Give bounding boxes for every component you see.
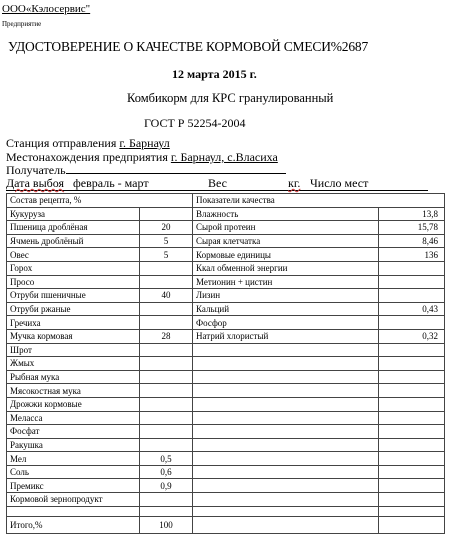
table-row — [7, 329, 445, 343]
total-row — [7, 516, 445, 533]
percent-cell — [140, 261, 193, 275]
ingredient-cell: Мясокостная мука — [7, 384, 140, 398]
ingredient-cell: Просо — [7, 275, 140, 289]
ingredient-cell: Мучка кормовая — [7, 329, 140, 343]
empty-cell — [193, 506, 379, 516]
indicator-value-cell: 15,78 — [379, 221, 445, 235]
indicator-cell — [193, 493, 379, 507]
composition-header: Состав рецепта, % — [7, 194, 193, 208]
percent-cell — [140, 370, 193, 384]
percent-cell — [140, 438, 193, 452]
table-row — [7, 289, 445, 303]
indicator-cell — [193, 357, 379, 371]
table-row — [7, 302, 445, 316]
total-label: Итого,% — [7, 516, 140, 533]
table-row — [7, 452, 445, 466]
ingredient-cell: Соль — [7, 465, 140, 479]
ingredient-cell: Премикс — [7, 479, 140, 493]
indicator-cell: Сырая клетчатка — [193, 234, 379, 248]
indicator-value-cell — [379, 438, 445, 452]
indicator-cell — [193, 343, 379, 357]
indicator-value-cell — [379, 357, 445, 371]
indicator-value-cell: 0,43 — [379, 302, 445, 316]
table-row — [7, 248, 445, 262]
indicator-cell: Лизин — [193, 289, 379, 303]
empty-cell — [7, 506, 140, 516]
indicator-cell — [193, 438, 379, 452]
ingredient-cell: Меласса — [7, 411, 140, 425]
percent-cell — [140, 357, 193, 371]
indicator-cell: Сырой протеин — [193, 221, 379, 235]
indicator-cell: Кормовые единицы — [193, 248, 379, 262]
table-row — [7, 411, 445, 425]
indicator-cell — [193, 370, 379, 384]
table-row — [7, 275, 445, 289]
table-row — [7, 316, 445, 330]
weight-label: Вес — [208, 176, 227, 190]
ingredient-cell: Кукуруза — [7, 207, 140, 221]
indicator-cell: Натрий хлористый — [193, 329, 379, 343]
ingredient-cell: Кормовой зернопродукт — [7, 493, 140, 507]
indicator-value-cell — [379, 397, 445, 411]
ingredient-cell: Отруби ржаные — [7, 302, 140, 316]
indicator-value-cell — [379, 411, 445, 425]
indicator-value-cell — [379, 343, 445, 357]
places-label: Число мест — [310, 176, 369, 190]
indicator-cell — [193, 465, 379, 479]
percent-cell: 28 — [140, 329, 193, 343]
indicator-cell — [193, 397, 379, 411]
percent-cell: 0,9 — [140, 479, 193, 493]
percent-cell — [140, 425, 193, 439]
indicator-cell — [193, 452, 379, 466]
ingredient-cell: Гречиха — [7, 316, 140, 330]
percent-cell: 0,5 — [140, 452, 193, 466]
indicator-value-cell: 0,32 — [379, 329, 445, 343]
empty-cell — [140, 506, 193, 516]
table-row — [7, 234, 445, 248]
indicator-value-cell: 13,8 — [379, 207, 445, 221]
company-name: ООО«Кэлосервис" — [2, 3, 91, 15]
percent-cell — [140, 411, 193, 425]
indicator-value-cell — [379, 316, 445, 330]
indicator-cell — [193, 479, 379, 493]
standard-number: ГОСТ Р 52254-2004 — [144, 116, 246, 130]
ingredient-cell: Овес — [7, 248, 140, 262]
empty-cell — [379, 506, 445, 516]
indicator-value-cell — [379, 384, 445, 398]
table-header-row — [7, 194, 445, 208]
percent-cell — [140, 493, 193, 507]
document-date: 12 марта 2015 г. — [172, 67, 257, 81]
quality-table — [6, 193, 445, 534]
shipping-date-label: Дата выбоя — [6, 176, 65, 190]
station-line — [6, 136, 170, 151]
table-spacer-row — [7, 506, 445, 516]
indicator-value-cell — [379, 493, 445, 507]
indicator-cell: Фосфор — [193, 316, 379, 330]
percent-cell: 5 — [140, 234, 193, 248]
ingredient-cell: Отруби пшеничные — [7, 289, 140, 303]
percent-cell: 0,6 — [140, 465, 193, 479]
indicator-cell: Ккал обменной энергии — [193, 261, 379, 275]
ingredient-cell: Шрот — [7, 343, 140, 357]
indicator-value-cell: 136 — [379, 248, 445, 262]
indicator-cell: Метионин + цистин — [193, 275, 379, 289]
table-row — [7, 438, 445, 452]
indicator-cell: Влажность — [193, 207, 379, 221]
ingredient-cell: Пшеница дроблёная — [7, 221, 140, 235]
table-row — [7, 261, 445, 275]
table-row — [7, 357, 445, 371]
percent-cell — [140, 302, 193, 316]
recipient-label: Получатель — [6, 163, 66, 177]
percent-cell: 20 — [140, 221, 193, 235]
indicator-value-cell — [379, 479, 445, 493]
ingredient-cell: Горох — [7, 261, 140, 275]
table-row — [7, 397, 445, 411]
indicator-value-cell — [379, 425, 445, 439]
table-row — [7, 465, 445, 479]
indicator-cell: Кальций — [193, 302, 379, 316]
percent-cell — [140, 207, 193, 221]
table-row — [7, 493, 445, 507]
location-label: Местонахождения предприятия — [6, 150, 168, 164]
indicator-value-cell — [379, 465, 445, 479]
percent-cell — [140, 343, 193, 357]
total-value: 100 — [140, 516, 193, 533]
location-value: г. Барнаул, с.Власиха — [170, 150, 278, 164]
ingredient-cell: Мел — [7, 452, 140, 466]
percent-cell — [140, 384, 193, 398]
shipping-line — [6, 176, 428, 191]
table-row — [7, 207, 445, 221]
ingredient-cell: Ячмень дроблёный — [7, 234, 140, 248]
empty-cell — [193, 516, 379, 533]
indicator-value-cell — [379, 289, 445, 303]
percent-cell: 40 — [140, 289, 193, 303]
ingredient-cell: Ракушка — [7, 438, 140, 452]
table-row — [7, 370, 445, 384]
indicator-cell — [193, 384, 379, 398]
station-value: г. Барнаул — [119, 136, 170, 150]
table-row — [7, 425, 445, 439]
quality-header: Показатели качества — [193, 194, 445, 208]
table-row — [7, 384, 445, 398]
ingredient-cell: Дрожжи кормовые — [7, 397, 140, 411]
table-row — [7, 221, 445, 235]
indicator-cell — [193, 425, 379, 439]
percent-cell — [140, 397, 193, 411]
indicator-value-cell — [379, 275, 445, 289]
percent-cell — [140, 316, 193, 330]
indicator-value-cell — [379, 370, 445, 384]
empty-cell — [379, 516, 445, 533]
indicator-value-cell — [379, 261, 445, 275]
station-label: Станция отправления — [6, 136, 117, 150]
recipient-fill-line — [66, 163, 286, 174]
product-name: Комбикорм для КРС гранулированный — [127, 91, 334, 105]
indicator-value-cell: 8,46 — [379, 234, 445, 248]
percent-cell — [140, 275, 193, 289]
document-title: УДОСТОВЕРЕНИЕ О КАЧЕСТВЕ КОРМОВОЙ СМЕСИ%2687 — [8, 39, 368, 54]
ingredient-cell: Жмых — [7, 357, 140, 371]
indicator-cell — [193, 411, 379, 425]
ingredient-cell: Рыбная мука — [7, 370, 140, 384]
table-row — [7, 479, 445, 493]
table-row — [7, 343, 445, 357]
indicator-value-cell — [379, 452, 445, 466]
weight-unit: кг. — [288, 176, 301, 190]
shipping-period: февраль - март — [73, 176, 149, 190]
percent-cell: 5 — [140, 248, 193, 262]
enterprise-label: Предприятие — [2, 20, 42, 28]
ingredient-cell: Фосфат — [7, 425, 140, 439]
